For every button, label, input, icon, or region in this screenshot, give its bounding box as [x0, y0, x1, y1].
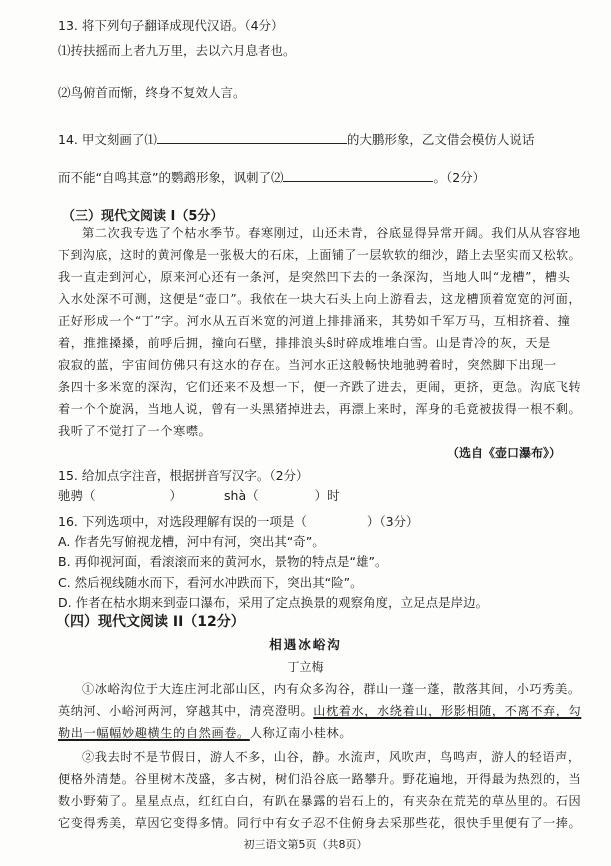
sec3-line-7: 寂寂的蓝，宇宙间仿佛只有这水的存在。当河水正这般畅快地驰骋着时，突然脚下出现一 [58, 358, 557, 372]
sec3-line-9: 着一个个旋涡，当地人说，曾有一头黑猪掉进去，再漂上来时，浑身的毛竟被拔得一根不剩。 [58, 402, 582, 416]
q14-text-3: 而不能“自鸣其意”的鹦鹉形象，讽刺了⑵ [58, 170, 284, 185]
sec4-p1-underlined-1: 山枕着水，水绕着山，形影相随，不离不弃，勾 [313, 704, 582, 718]
sec3-line-6: 着，推推搡搡，前呼后拥，撞向石壁，排排浪头ŝ时碎成堆堆白雪。山是青冷的灰，天是 [58, 336, 551, 350]
q14-text-1: 14. 甲文刻画了⑴ [58, 132, 157, 147]
q15-a-close: ） [169, 488, 183, 503]
sec4-p1-underlined-2: 勒出一幅幅妙趣横生的自然画卷。 [58, 726, 250, 740]
sec4-p1-line-3 [58, 724, 352, 741]
q13-sentence-1: ⑴抟扶摇而上者九万里，去以六月息者也。 [58, 43, 296, 58]
q16-stem-end: ）（3分） [366, 514, 419, 529]
q15-answers [58, 486, 340, 504]
q14-line-1 [58, 130, 534, 148]
q16-stem-text: 16. 下列选项中，对选段理解有误的一项是（ [58, 514, 307, 529]
sec4-p1-line-1: ①冰峪沟位于大连庄河北部山区，内有众多沟谷，群山一蓬一蓬，散落其间，小巧秀美。 [82, 682, 581, 696]
sec4-p2-line-4: 它变得秀美，草因它变得多情。同行中有女子忍不住俯身去采那些花，很快手里便有了一捧。 [58, 816, 582, 830]
sec3-line-2: 下到沟底，这时的黄河像是一张极大的石床，上面铺了一层软软的细沙，踏上去坚实而又松软。 [58, 248, 582, 262]
q16-stem [58, 512, 419, 530]
sec4-p1-tail: 人称辽南小桂林。 [249, 726, 353, 740]
sec3-line-8: 条四十多米宽的深沟，它们还来不及想一下，便一齐跌了进去，更闹，更挤，更急。沟底飞转 [58, 380, 582, 394]
article-title: 相遇冰峪沟 [269, 637, 342, 652]
sec4-p1-line-2 [58, 702, 581, 719]
q15-b-pinyin: shà（ [224, 488, 259, 503]
article-author: 丁立梅 [287, 660, 324, 674]
sec3-source: （选自《壶口瀑布》） [446, 446, 561, 460]
sec3-line-5: 正好形成一个“丁”字。河水从五百米宽的河道上排排涌来，其势如千军万马，互相挤着、撞 [58, 314, 571, 328]
q15-b-close: ）时 [314, 488, 340, 503]
sec3-line-1: 第二次我专选了个枯水季节。春寒刚过，山还未青，谷底显得异常开阔。我们从从容容地 [82, 226, 581, 240]
q14-text-2: 的大鹏形象，乙文借会模仿人说话 [346, 132, 535, 147]
sec4-p2-line-3: 数小野菊了。星星点点，红红白白，有趴在暴露的岩石上的，有夹杂在荒芜的草丛里的。石因 [58, 794, 582, 808]
q16-option-b: B. 再仰视河面，看滚滚而来的黄河水，景物的特点是“雄”。 [58, 554, 388, 569]
sec4-p1-text: 英纳河、小峪河两河，穿越其中，清亮澄明。 [58, 704, 314, 718]
page-footer: 初三语文第5页（共8页） [243, 838, 368, 851]
sec3-line-4: 入水处深不可测，这便是“壶口”。我依在一块大石头上向上游看去，这龙槽顶着宽宽的河面， [58, 292, 582, 306]
section-3-heading: （三）现代文阅读 I（5分） [62, 209, 224, 224]
sec3-line-10: 我听了不觉打了一个寒噤。 [58, 424, 212, 438]
sec4-p2-line-2: 便格外清楚。谷里树木茂盛，多古树，树们沿谷底一路攀升。野花遍地，开得最为热烈的，当 [58, 772, 582, 786]
q14-blank-1[interactable] [157, 131, 347, 144]
q13-stem: 13. 将下列句子翻译成现代汉语。（4分） [58, 18, 284, 33]
sec3-line-3: 我一直走到河心，原来河心还有一条河，是突然凹下去的一条深沟，当地人叫“龙槽”，槽头 [58, 270, 571, 284]
q13-sentence-2: ⑵鸟俯首而惭，终身不复效人言。 [58, 85, 246, 100]
sec4-p2-line-1: ②我去时不是节假日，游人不多，山谷，静。水流声，风吹声，鸟鸣声，游人的轻语声， [82, 750, 581, 764]
q14-blank-2[interactable] [283, 169, 433, 182]
section-4-heading: （四）现代文阅读 II（12分） [56, 614, 245, 630]
q14-line-2 [58, 168, 485, 186]
q14-text-4: 。（2分） [433, 170, 486, 185]
q15-stem: 15. 给加点字注音，根据拼音写汉字。（2分） [58, 468, 309, 483]
q16-option-c: C. 然后视线随水而下，看河水冲跌而下，突出其“险”。 [58, 575, 363, 590]
q16-option-d: D. 作者在枯水期来到壶口瀑布，采用了定点换景的观察角度，立足点是岸边。 [58, 595, 489, 610]
q15-a-label: 驰骋（ [58, 488, 96, 503]
q16-option-a: A. 作者先写俯视龙槽，河中有河，突出其“奇”。 [58, 534, 325, 549]
